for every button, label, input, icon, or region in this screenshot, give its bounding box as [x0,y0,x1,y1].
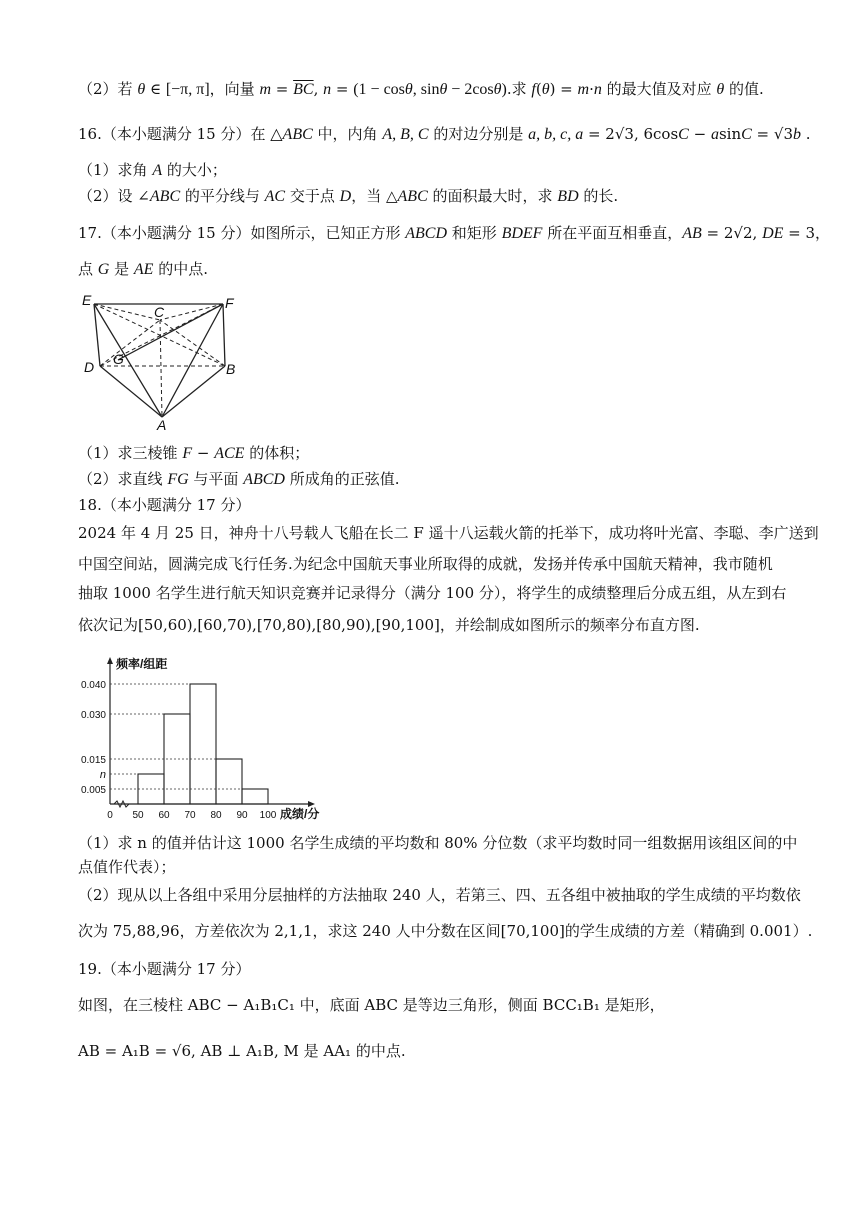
q18-para1: 2024 年 4 月 25 日，神舟十八号载人飞船在长二 F 遥十八运载火箭的托举下，成功将叶光富、李聪、李广送到 [78,524,819,542]
x-tick-label: 60 [158,810,170,821]
q19-header: 19.（本小题满分 17 分） [78,960,251,978]
x-tick-label: 0 [107,810,113,821]
q19-line2: AB = A₁B = √6, AB ⊥ A₁B, M 是 AA₁ 的中点. [78,1042,406,1060]
q18-p1b: 点值作代表）； [78,858,176,876]
q19-line1: 如图，在三棱柱 ABC − A₁B₁C₁ 中，底面 ABC 是等边三角形，侧面 BCC₁B₁ 是矩形， [78,996,665,1014]
y-axis-arrow [107,657,113,664]
y-tick-label: n [99,769,106,781]
y-tick-label: 0.015 [80,755,106,766]
q17-header: 17.（本小题满分 15 分）如图所示，已知正方形 ABCD 和矩形 BDEF 所在平面互相垂直，AB = 2√2, DE = 3， [78,224,831,242]
label-D: D [84,359,95,375]
q18-header: 18.（本小题满分 17 分） [78,496,251,514]
x-tick-label: 70 [184,810,196,821]
y-tick-label: 0.030 [80,710,106,721]
x-tick-label: 100 [259,810,277,821]
q18-p2b: 次为 75,88,96，方差依次为 2,1,1，求这 240 人中分数在区间[70,100]的学生成绩的方差（精确到 0.001）. [78,922,813,940]
q15-part2: （2）若 θ ∈ [−π, π]，向量 $m = \overline{BC}$, n = (1 − cosθ, sinθ − 2cosθ).求 f(θ) = m·n 的最大值及对应 θ 的值. [78,80,764,98]
histogram-bar [216,759,242,804]
q17-header2: 点 G 是 AE 的中点. [78,260,208,278]
q18-para3: 抽取 1000 名学生进行航天知识竞赛并记录得分（满分 100 分），将学生的成绩整理后分成五组，从左到右 [78,584,787,602]
q16-part1: （1）求角 A 的大小； [78,161,227,179]
y-axis-label: 频率/组距 [116,657,168,671]
q18-para2: 中国空间站，圆满完成飞行任务.为纪念中国航天事业所取得的成就，发扬并传承中国航天精神，我市随机 [78,555,773,573]
y-tick-label: 0.040 [80,680,106,691]
q17-part2: （2）求直线 FG 与平面 ABCD 所成角的正弦值. [78,470,400,488]
histogram-bar [242,789,268,804]
q17-part1: （1）求三棱锥 F − ACE 的体积； [78,444,310,462]
label-C: C [154,304,165,320]
label-G: G [113,351,124,367]
label-A: A [157,417,167,432]
q16-header: 16.（本小题满分 15 分）在 △ABC 中，内角 A, B, C 的对边分别是 a, b, c, a = 2√3, 6cosC − asinC = √3b . [78,125,811,143]
x-tick-label: 90 [236,810,248,821]
label-E: E [82,292,92,308]
x-tick-label: 50 [132,810,144,821]
label-F: F [225,295,234,311]
histogram-chart [76,654,356,824]
x-axis-label: 成绩/分 [280,807,320,821]
q18-p1a: （1）求 n 的值并估计这 1000 名学生成绩的平均数和 80% 分位数（求平均数时同一组数据用该组区间的中 [78,834,798,852]
x-tick-label: 80 [210,810,222,821]
q16-part2: （2）设 ∠ABC 的平分线与 AC 交于点 D，当 △ABC 的面积最大时，求 BD 的长. [78,187,619,205]
histogram-bar [190,684,216,804]
label-B: B [226,361,236,377]
y-tick-label: 0.005 [80,785,106,796]
q18-p2a: （2）现从以上各组中采用分层抽样的方法抽取 240 人，若第三、四、五各组中被抽取的学生成绩的平均数依 [78,886,801,904]
q17-figure [80,292,250,432]
q18-para4: 依次记为[50,60),[60,70),[70,80),[80,90),[90,100]，并绘制成如图所示的频率分布直方图. [78,616,700,634]
